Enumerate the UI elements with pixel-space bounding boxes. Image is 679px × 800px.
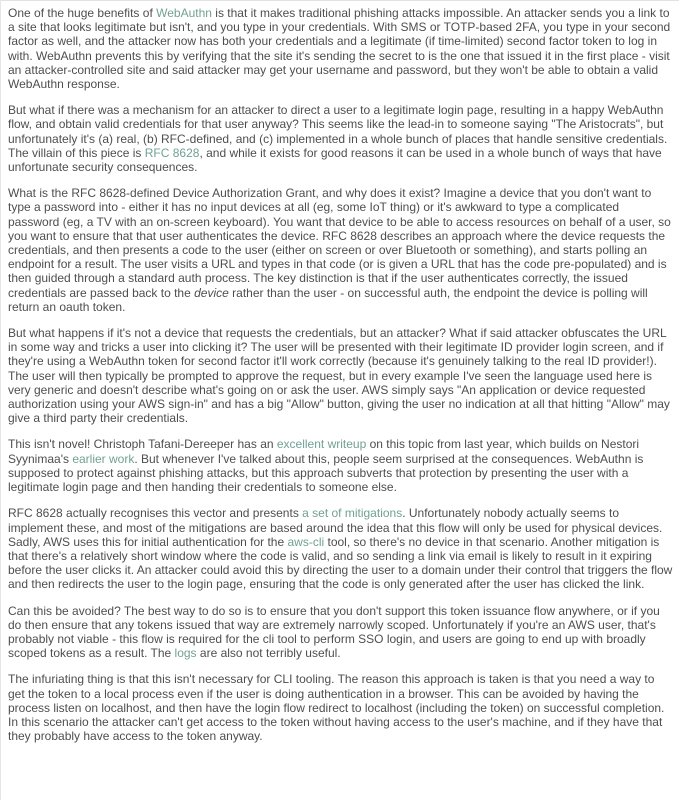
paragraph xyxy=(8,437,673,494)
text-run: is that it makes traditional phishing attacks impossible. An attacker sends you a link to a site that looks legitimate but isn't, and you type in your credentials. With SMS or TOTP-based 2FA, you type in your second factor as well, and the attacker now has both your credentials and a legitimate (if time-limited) second factor token to log in with. WebAuthn prevents this by verifying that the site it's sending the secret to is the one that issued it in the first place - visit an attacker-controlled site and said attacker may get your username and password, but they won't be able to obtain a valid WebAuthn response. xyxy=(8,6,671,92)
paragraph xyxy=(8,506,673,591)
paragraph xyxy=(8,604,673,661)
text-run: This isn't novel! Christoph Tafani-Dereeper has an xyxy=(8,437,277,452)
text-run: What is the RFC 8628-defined Device Authorization Grant, and why does it exist? Imagine a device that you don't want to type a password into - either it has no input devices at all (eg, some IoT thing) or it's awkward to type a complicated password (eg, a TV with an on-screen keyboard). You want that device to be able to access resources on behalf of a user, so you want to ensure that that user authenticates the device. RFC 8628 describes an approach where the device requests the credentials, and then presents a code to the user (either on screen or over Bluetooth or something), and starts polling an endpoint for a result. The user visits a URL and types in that code (or is given a URL that has the code pre-populated) and is then guided through a standard auth process. The key distinction is that if the user authenticates correctly, the issued credentials are passed back to the xyxy=(8,186,671,300)
inline-link[interactable]: aws-cli xyxy=(287,534,325,549)
text-run: tool, so there's no device in that scenario. Another mitigation is that there's a relatively short window where the code is valid, and so sending a link via email is likely to result in it expiring before the user clicks it. An attacker could avoid this by directing the user to a domain under their control that triggers the flow and then redirects the user to the login page, ensuring that the code is only generated after the user has clicked the link. xyxy=(8,534,673,592)
paragraph xyxy=(8,326,673,425)
text-run: on this topic from last year, which builds on Nestori Syynimaa's xyxy=(8,437,640,466)
paragraph xyxy=(8,6,673,91)
paragraph xyxy=(8,103,673,174)
text-run: are also not terribly useful. xyxy=(196,646,341,661)
inline-link[interactable]: RFC 8628 xyxy=(144,145,200,160)
text-run: But what if there was a mechanism for an attacker to direct a user to a legitimate login page, resulting in a happy WebAuthn flow, and obtain valid credentials for that user anyway? This seems like the lead-in to someone saying "The Aristocrats", but unfortunately it's (a) real, (b) RFC-defined, and (c) implemented in a whole bunch of places that handle sensitive credentials. The villain of this piece is xyxy=(8,103,668,160)
text-run: One of the huge benefits of xyxy=(8,6,157,20)
text-run: But what happens if it's not a device that requests the credentials, but an attacker? What if said attacker obfuscates the URL in some way and tricks a user into clicking it? The user will be presented with their legitimate ID provider login screen, and if they're using a WebAuthn token for second factor it'll work correctly (because it's genuinely talking to the real ID provider!). The user will then typically be prompted to approve the request, but in every example I've seen the language used here is very generic and doesn't describe what's going on or ask the user. AWS simply says "An application or device requested authorization using your AWS sign-in" and has a big "Allow" button, giving the user no indication at all that hitting "Allow" may give a third party their credentials. xyxy=(8,326,670,426)
inline-link[interactable]: logs xyxy=(174,646,197,661)
text-run: The infuriating thing is that this isn't necessary for CLI tooling. The reason this approach is taken is that you need a way to get the token to a local process even if the user is doing authentication in a browser. This can be avoided by having the process listen on localhost, and then have the login flow redirect to localhost (including the token) on successful completion. In this scenario the attacker can't get access to the token without having access to the user's machine, and if they have that they probably have access to the token anyway. xyxy=(8,672,665,744)
inline-link[interactable]: excellent writeup xyxy=(276,437,367,452)
inline-link[interactable]: a set of mitigations xyxy=(302,506,403,521)
emphasized-text: device xyxy=(194,285,229,300)
text-run: , and while it exists for good reasons it can be used in a whole bunch of ways that have unfortunate security consequences. xyxy=(8,145,662,175)
paragraph xyxy=(8,186,673,314)
text-run: . But whenever I've talked about this, people seem surprised at the consequences. WebAuthn is supposed to protect against phishing attacks, but this approach subverts that protection by presenting the user with a legitimate login page and then handing their credentials to someone else. xyxy=(8,451,644,495)
inline-link[interactable]: WebAuthn xyxy=(156,6,212,20)
paragraph xyxy=(8,672,673,743)
text-run: Can this be avoided? The best way to do so is to ensure that you don't support this token issuance flow anywhere, or if you do then ensure that any tokens issued that way are extremely narrowly scoped. Unfortunately if you're an AWS user, that's probably not viable - this flow is required for the cli tool to perform SSO login, and users are going to end up with broadly scoped tokens as a result. The xyxy=(8,603,660,661)
article xyxy=(1,1,679,743)
text-run: rather than the user - on successful auth, the endpoint the device is polling will return an oauth token. xyxy=(8,285,648,314)
article-body xyxy=(1,1,679,743)
inline-link[interactable]: earlier work xyxy=(72,451,135,466)
text-run: . Unfortunately nobody actually seems to implement these, and most of the mitigations are based around the idea that this flow will only be used for physical devices. Sadly, AWS uses this for initial authentication for the xyxy=(8,506,663,549)
text-run: RFC 8628 actually recognises this vector and presents xyxy=(8,506,303,521)
